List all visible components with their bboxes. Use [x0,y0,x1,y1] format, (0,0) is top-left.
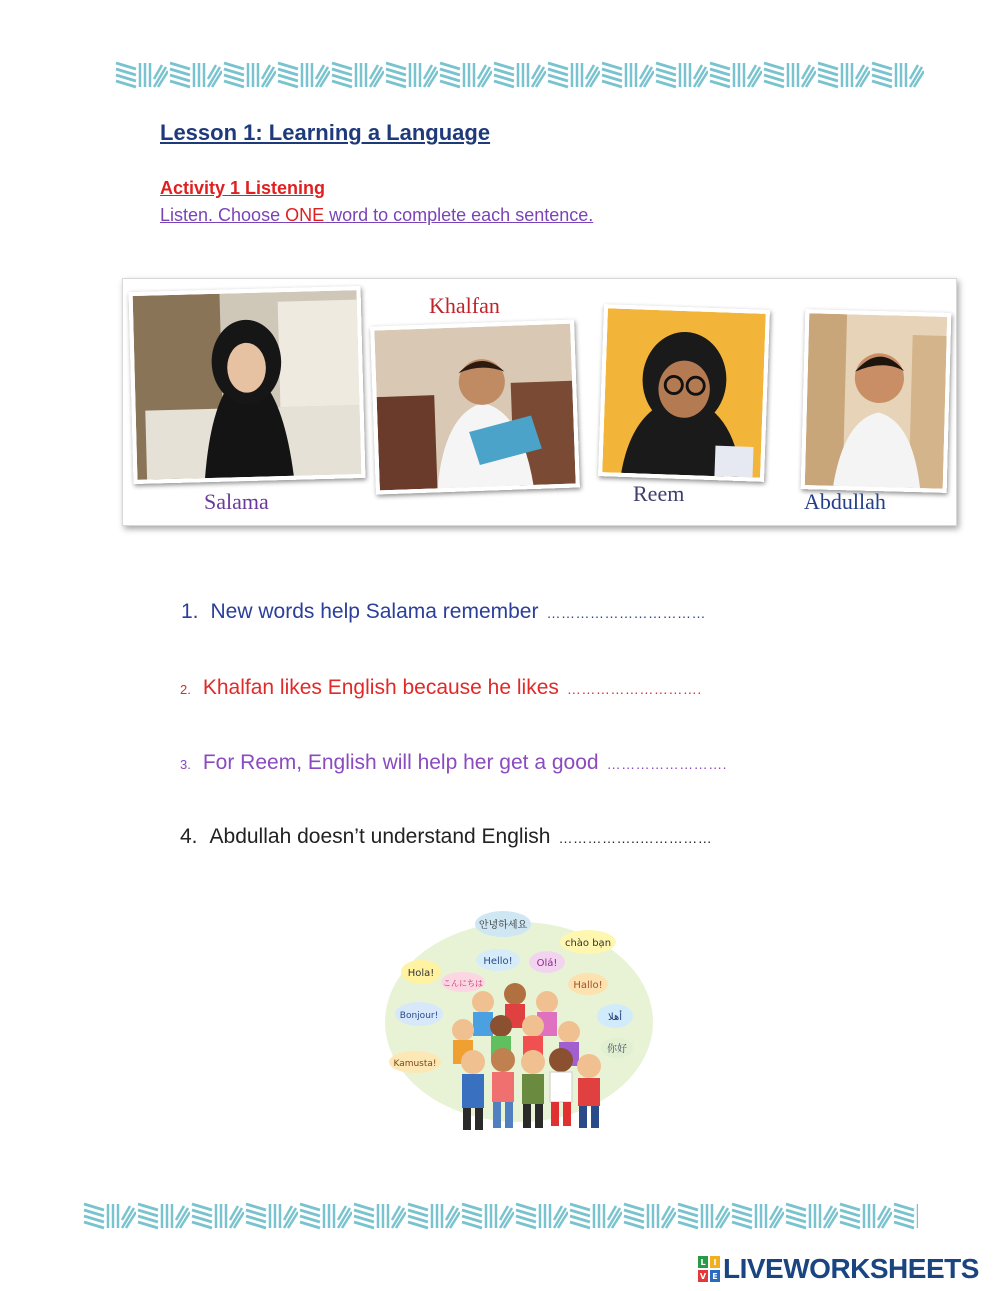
bubble-spanish: Hola! [407,968,435,979]
liveworksheets-icon [698,1256,720,1282]
characters-photo-panel [122,278,957,526]
activity-title: Activity 1 Listening [160,178,326,198]
salama-photo [129,286,366,484]
answer-blank-3[interactable]: ……………………. [606,756,727,772]
kids-languages-illustration [383,902,655,1142]
answer-blank-1[interactable]: …………………………… [546,605,706,621]
liveworksheets-wordmark: LIVEWORKSHEETS [723,1253,979,1284]
sentence-number: 2. [180,682,191,697]
khalfan-photo [370,319,580,494]
svg-text:I: I [713,1258,717,1267]
sentence-text: Khalfan likes English because he likes [202,676,559,699]
kids-illustration-graphic [383,902,655,1142]
sentence-text: Abdullah doesn’t understand English [209,825,551,848]
sentence-text: For Reem, English will help her get a good [202,751,599,774]
sentence-4 [180,825,712,849]
bubble-portuguese: Olá! [536,958,558,969]
reem-photo [598,304,770,482]
bubble-english: Hello! [483,956,513,967]
lesson-title: Lesson 1: Learning a Language [160,120,491,145]
activity-instruction [160,205,593,226]
svg-text:V: V [699,1272,707,1281]
bubble-german: Hallo! [573,980,603,991]
name-label-abdullah: Abdullah [804,489,886,514]
sentence-2 [180,676,702,700]
svg-text:E: E [712,1272,718,1281]
bottom-decorative-border [82,1200,918,1232]
bubble-chinese: 你好 [607,1044,627,1055]
answer-blank-2[interactable]: ………………………. [566,681,702,697]
sentence-number: 4. [180,825,198,848]
pattern-border-graphic [114,59,924,91]
pattern-border-graphic [82,1200,918,1232]
bubble-korean: 안녕하세요 [478,920,528,931]
sentence-1 [181,600,706,624]
instruction-text-start: Listen. Choose [160,205,286,225]
sentence-number: 3. [180,757,191,772]
sentence-number: 1. [181,600,199,623]
name-label-khalfan: Khalfan [429,293,500,318]
bubble-arabic: أهلا [607,1012,623,1023]
bubble-japanese: こんにちは [443,979,483,988]
name-label-salama: Salama [204,489,269,514]
sentence-text: New words help Salama remember [210,600,539,623]
instruction-highlight: ONE [285,205,325,225]
answer-blank-4[interactable]: ……………..…………… [558,830,713,846]
bubble-filipino: Kamusta! [393,1059,437,1069]
svg-text:L: L [700,1258,706,1267]
abdullah-photo [801,309,952,493]
liveworksheets-logo[interactable] [698,1252,979,1286]
name-label-reem: Reem [633,481,685,506]
instruction-text-end: word to complete each sentence. [324,205,594,225]
top-decorative-border [114,59,924,91]
bubble-french: Bonjour! [399,1011,439,1021]
bubble-vietnamese: chào bạn [564,938,612,949]
sentence-3 [180,751,727,775]
